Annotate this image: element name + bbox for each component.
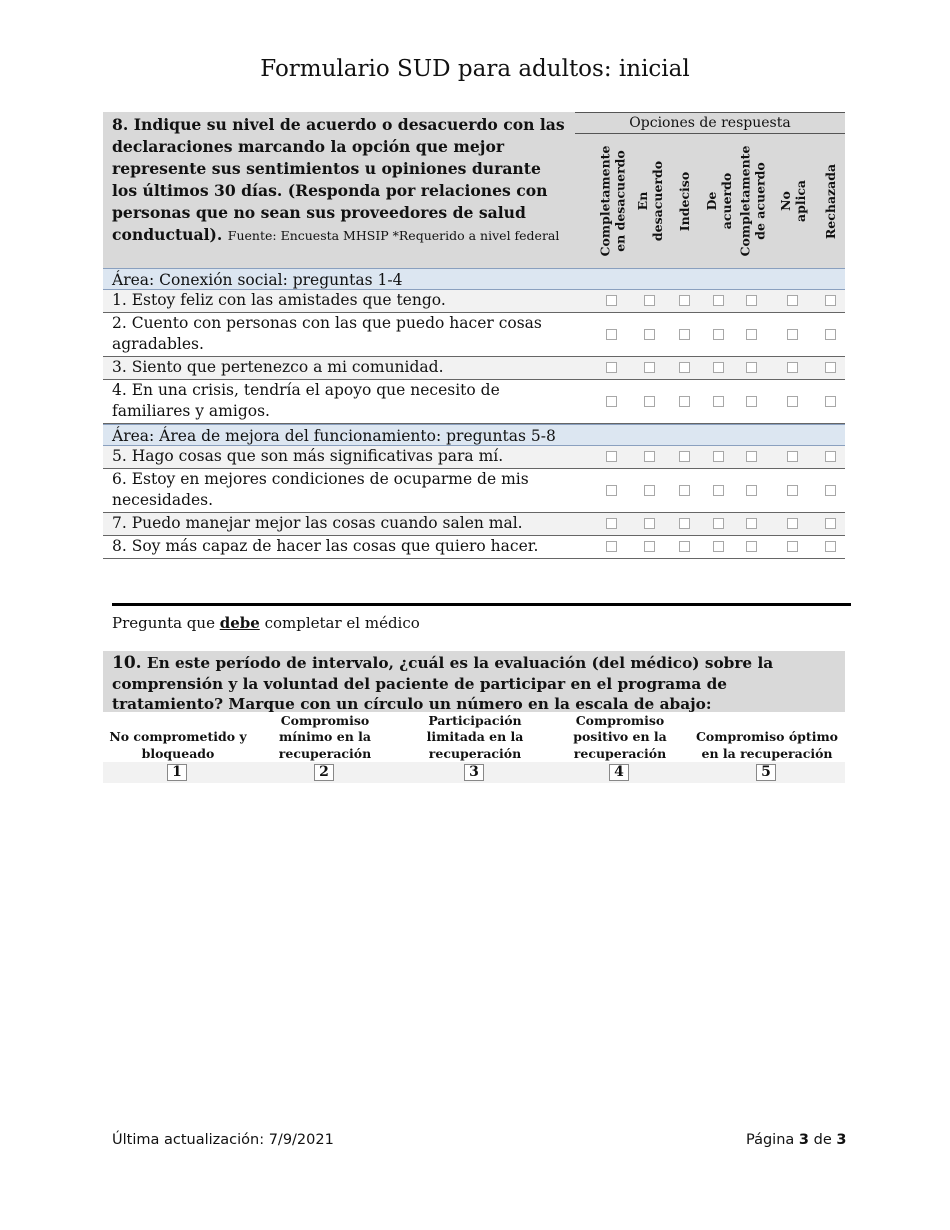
- question-row: [103, 357, 845, 380]
- checkbox-completamente-en-desacuerdo[interactable]: [606, 541, 617, 552]
- q8-question: [103, 112, 575, 268]
- checkbox-completamente-en-desacuerdo[interactable]: [606, 451, 617, 462]
- q10-prompt: En este período de intervalo, ¿cuál es la evaluación (del médico) sobre la comprensión y la voluntad del paciente de participar en el programa de tratamiento? Marque con un círculo un número en la escala de abajo:: [112, 654, 774, 713]
- checkbox-de-acuerdo[interactable]: [713, 451, 724, 462]
- checkbox-no-aplica[interactable]: [787, 396, 798, 407]
- checkbox-completamente-en-desacuerdo[interactable]: [606, 295, 617, 306]
- checkbox-completamente-de-acuerdo[interactable]: [746, 541, 757, 552]
- question-text: 4. En una crisis, tendría el apoyo que necesito de familiares y amigos.: [112, 381, 500, 420]
- checkbox-indeciso[interactable]: [679, 451, 690, 462]
- question-text: 7. Puedo manejar mejor las cosas cuando salen mal.: [112, 514, 523, 532]
- checkbox-en-desacuerdo[interactable]: [644, 541, 655, 552]
- clinician-note: Pregunta que debe completar el médico: [112, 614, 420, 632]
- question-row: [103, 313, 845, 357]
- engagement-scale: [103, 712, 845, 784]
- checkbox-no-aplica[interactable]: [787, 541, 798, 552]
- response-option-columns: [575, 134, 845, 268]
- checkbox-no-aplica[interactable]: [787, 485, 798, 496]
- scale-label-4: Compromiso positivo en la recuperación: [573, 712, 667, 761]
- clinician-note-emphasis: debe: [219, 614, 260, 632]
- section-header: Área: Conexión social: preguntas 1-4: [103, 268, 845, 290]
- section-header: Área: Área de mejora del funcionamiento: preguntas 5-8: [103, 424, 845, 446]
- checkbox-de-acuerdo[interactable]: [713, 485, 724, 496]
- checkbox-rechazada[interactable]: [825, 396, 836, 407]
- checkbox-rechazada[interactable]: [825, 362, 836, 373]
- scale-label-2: Compromiso mínimo en la recuperación: [278, 712, 372, 761]
- checkbox-no-aplica[interactable]: [787, 295, 798, 306]
- response-checkboxes: [575, 513, 845, 535]
- scale-option-4[interactable]: 4: [609, 764, 629, 781]
- question-row: [103, 513, 845, 536]
- q8-source: Fuente: Encuesta MHSIP *Requerido a nivel federal: [227, 228, 560, 243]
- checkbox-en-desacuerdo[interactable]: [644, 518, 655, 529]
- checkbox-en-desacuerdo[interactable]: [644, 329, 655, 340]
- checkbox-no-aplica[interactable]: [787, 518, 798, 529]
- checkbox-de-acuerdo[interactable]: [713, 541, 724, 552]
- page-title: Formulario SUD para adultos: inicial: [260, 56, 690, 82]
- scale-number-row: [103, 762, 845, 783]
- option-header-6: No aplica: [778, 179, 809, 223]
- scale-option-1[interactable]: 1: [167, 764, 187, 781]
- checkbox-completamente-en-desacuerdo[interactable]: [606, 485, 617, 496]
- checkbox-completamente-en-desacuerdo[interactable]: [606, 518, 617, 529]
- question-row: [103, 290, 845, 313]
- checkbox-de-acuerdo[interactable]: [713, 396, 724, 407]
- page-number: Página 3 de 3: [746, 1132, 847, 1148]
- checkbox-completamente-de-acuerdo[interactable]: [746, 295, 757, 306]
- q10-question: [103, 651, 845, 712]
- checkbox-indeciso[interactable]: [679, 329, 690, 340]
- question-row: [103, 469, 845, 513]
- checkbox-completamente-en-desacuerdo[interactable]: [606, 329, 617, 340]
- response-options-header: [575, 112, 845, 268]
- checkbox-no-aplica[interactable]: [787, 451, 798, 462]
- checkbox-rechazada[interactable]: [825, 485, 836, 496]
- q8-body: [103, 268, 845, 559]
- question-row: [103, 446, 845, 469]
- last-updated: Última actualización: 7/9/2021: [112, 1132, 334, 1148]
- checkbox-de-acuerdo[interactable]: [713, 329, 724, 340]
- checkbox-indeciso[interactable]: [679, 485, 690, 496]
- checkbox-completamente-de-acuerdo[interactable]: [746, 396, 757, 407]
- option-header-4: De acuerdo: [704, 172, 734, 230]
- q8-prompt: 8. Indique su nivel de acuerdo o desacuerdo con las declaraciones marcando la opción que mejor represente sus sentimientos u opiniones durante los últimos 30 días. (Responda por relaciones con personas que no sean sus proveedores de salud conductual).: [112, 115, 565, 244]
- response-checkboxes: [575, 290, 845, 312]
- option-header-7: Rechazada: [823, 163, 839, 239]
- checkbox-rechazada[interactable]: [825, 518, 836, 529]
- checkbox-en-desacuerdo[interactable]: [644, 362, 655, 373]
- scale-option-5[interactable]: 5: [756, 764, 776, 781]
- checkbox-completamente-en-desacuerdo[interactable]: [606, 396, 617, 407]
- response-checkboxes: [575, 313, 845, 356]
- question-text: 8. Soy más capaz de hacer las cosas que quiero hacer.: [112, 537, 539, 555]
- checkbox-de-acuerdo[interactable]: [713, 362, 724, 373]
- response-checkboxes: [575, 380, 845, 423]
- checkbox-en-desacuerdo[interactable]: [644, 485, 655, 496]
- checkbox-de-acuerdo[interactable]: [713, 295, 724, 306]
- checkbox-indeciso[interactable]: [679, 541, 690, 552]
- checkbox-completamente-de-acuerdo[interactable]: [746, 451, 757, 462]
- question-text: 5. Hago cosas que son más significativas para mí.: [112, 447, 504, 465]
- response-options-title: Opciones de respuesta: [575, 112, 845, 134]
- question-row: [103, 380, 845, 424]
- checkbox-de-acuerdo[interactable]: [713, 518, 724, 529]
- question-text: 6. Estoy en mejores condiciones de ocuparme de mis necesidades.: [112, 470, 529, 509]
- response-checkboxes: [575, 357, 845, 379]
- scale-label-1: No comprometido y bloqueado: [109, 729, 247, 761]
- checkbox-completamente-de-acuerdo[interactable]: [746, 485, 757, 496]
- response-checkboxes: [575, 536, 845, 558]
- option-header-5: Completamente de acuerdo: [737, 145, 768, 257]
- question-text: 3. Siento que pertenezco a mi comunidad.: [112, 358, 444, 376]
- q8-header: [103, 112, 845, 268]
- checkbox-indeciso[interactable]: [679, 362, 690, 373]
- response-checkboxes: [575, 446, 845, 468]
- response-checkboxes: [575, 469, 845, 512]
- checkbox-rechazada[interactable]: [825, 295, 836, 306]
- checkbox-no-aplica[interactable]: [787, 362, 798, 373]
- option-header-3: Indeciso: [677, 171, 693, 231]
- scale-option-3[interactable]: 3: [464, 764, 484, 781]
- q10-number: 10.: [112, 653, 142, 673]
- question-row: [103, 536, 845, 559]
- section-divider: [112, 603, 851, 606]
- checkbox-no-aplica[interactable]: [787, 329, 798, 340]
- option-header-2: En desacuerdo: [635, 160, 665, 242]
- checkbox-completamente-en-desacuerdo[interactable]: [606, 362, 617, 373]
- checkbox-indeciso[interactable]: [679, 518, 690, 529]
- checkbox-rechazada[interactable]: [825, 541, 836, 552]
- scale-label-3: Participación limitada en la recuperación: [426, 712, 524, 761]
- checkbox-en-desacuerdo[interactable]: [644, 451, 655, 462]
- checkbox-indeciso[interactable]: [679, 396, 690, 407]
- scale-option-2[interactable]: 2: [314, 764, 334, 781]
- checkbox-completamente-de-acuerdo[interactable]: [746, 329, 757, 340]
- checkbox-en-desacuerdo[interactable]: [644, 396, 655, 407]
- checkbox-en-desacuerdo[interactable]: [644, 295, 655, 306]
- question-text: 2. Cuento con personas con las que puedo hacer cosas agradables.: [112, 314, 542, 353]
- checkbox-indeciso[interactable]: [679, 295, 690, 306]
- scale-label-5: Compromiso óptimo en la recuperación: [695, 729, 839, 761]
- q8-table: [103, 112, 845, 559]
- checkbox-rechazada[interactable]: [825, 329, 836, 340]
- checkbox-completamente-de-acuerdo[interactable]: [746, 362, 757, 373]
- checkbox-completamente-de-acuerdo[interactable]: [746, 518, 757, 529]
- question-text: 1. Estoy feliz con las amistades que tengo.: [112, 291, 446, 309]
- checkbox-rechazada[interactable]: [825, 451, 836, 462]
- option-header-1: Completamente en desacuerdo: [597, 145, 628, 257]
